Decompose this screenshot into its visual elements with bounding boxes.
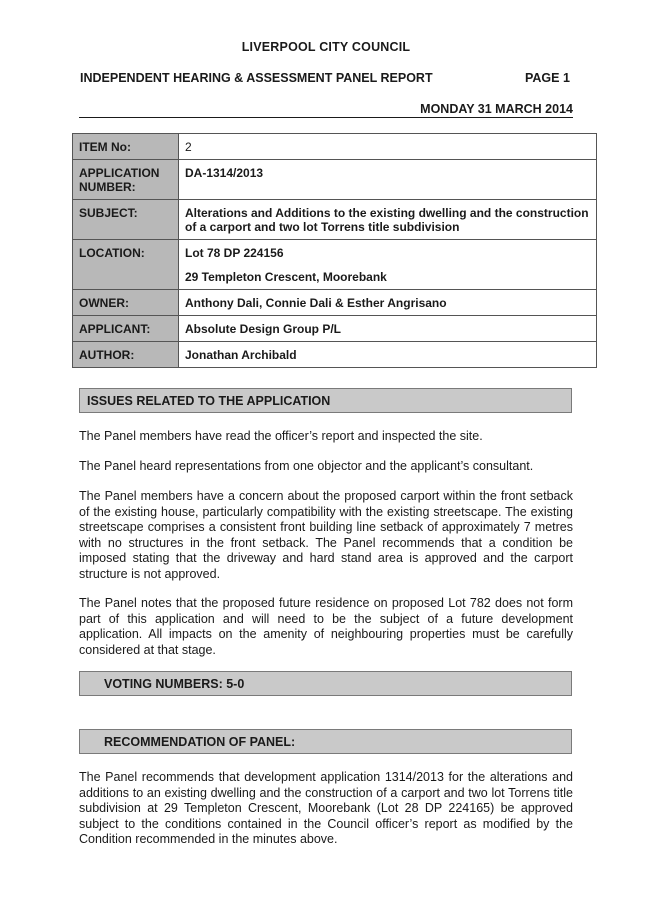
applicant-row (73, 316, 597, 342)
issues-paragraph: The Panel members have read the officer’s report and inspected the site. (79, 429, 483, 443)
voting-heading: VOTING NUMBERS: 5-0 (79, 671, 572, 696)
author-value: Jonathan Archibald (179, 342, 597, 368)
owner-label: OWNER: (73, 290, 179, 316)
location-label: LOCATION: (73, 240, 179, 290)
location-lot: Lot 78 DP 224156 (185, 246, 284, 260)
issues-paragraph: The Panel members have a concern about the proposed carport within the front setback of the existing house, particularly compatibility with the existing streetscape. The existing streetscape comprises a consistent front building line setback of approximately 7 metres with no structures in the front setback. The Panel recommends that a condition be imposed stating that the driveway and hard stand area is approved and the carport structure is not approved. (79, 489, 573, 581)
subject-value: Alterations and Additions to the existing dwelling and the construction of a carport and two lot Torrens title subdivision (179, 200, 597, 240)
issues-paragraph: The Panel notes that the proposed future residence on proposed Lot 782 does not form part of this application and will need to be the subject of a future development application. All impacts on the amenity of neighbouring properties must be carefully considered at that stage. (79, 596, 573, 657)
issues-paragraph: The Panel heard representations from one objector and the applicant’s consultant. (79, 459, 534, 473)
council-name: LIVERPOOL CITY COUNCIL (241, 40, 411, 54)
issues-heading: ISSUES RELATED TO THE APPLICATION (79, 388, 572, 413)
recommendation-heading: RECOMMENDATION OF PANEL: (79, 729, 572, 754)
applicant-label: APPLICANT: (73, 316, 179, 342)
header-divider (79, 117, 573, 118)
item-label: ITEM No: (73, 134, 179, 160)
recommendation-text: The Panel recommends that development application 1314/2013 for the alterations and additions to an existing dwelling and the construction of a carport and two lot Torrens title subdivision at 29 Templeton Crescent, Moorebank (Lot 28 DP 224165) be approved subject to the conditions contained in the Council officer’s report as modified by the Condition recommended in the minutes above. (79, 770, 573, 846)
location-value (179, 240, 597, 290)
location-address: 29 Templeton Crescent, Moorebank (185, 270, 387, 284)
author-label: AUTHOR: (73, 342, 179, 368)
application-value: DA-1314/2013 (179, 160, 597, 200)
page-number: PAGE 1 (525, 71, 570, 85)
item-value: 2 (179, 134, 597, 160)
meeting-date: MONDAY 31 MARCH 2014 (420, 102, 573, 116)
location-row (73, 240, 597, 290)
author-row (73, 342, 597, 368)
report-title: INDEPENDENT HEARING & ASSESSMENT PANEL REPORT (80, 71, 433, 85)
item-row (73, 134, 597, 160)
subject-row (73, 200, 597, 240)
owner-value: Anthony Dali, Connie Dali & Esther Angrisano (179, 290, 597, 316)
application-row (73, 160, 597, 200)
subject-label: SUBJECT: (73, 200, 179, 240)
application-details-table (72, 133, 597, 368)
owner-row (73, 290, 597, 316)
application-label: APPLICATION NUMBER: (73, 160, 179, 200)
applicant-value: Absolute Design Group P/L (179, 316, 597, 342)
